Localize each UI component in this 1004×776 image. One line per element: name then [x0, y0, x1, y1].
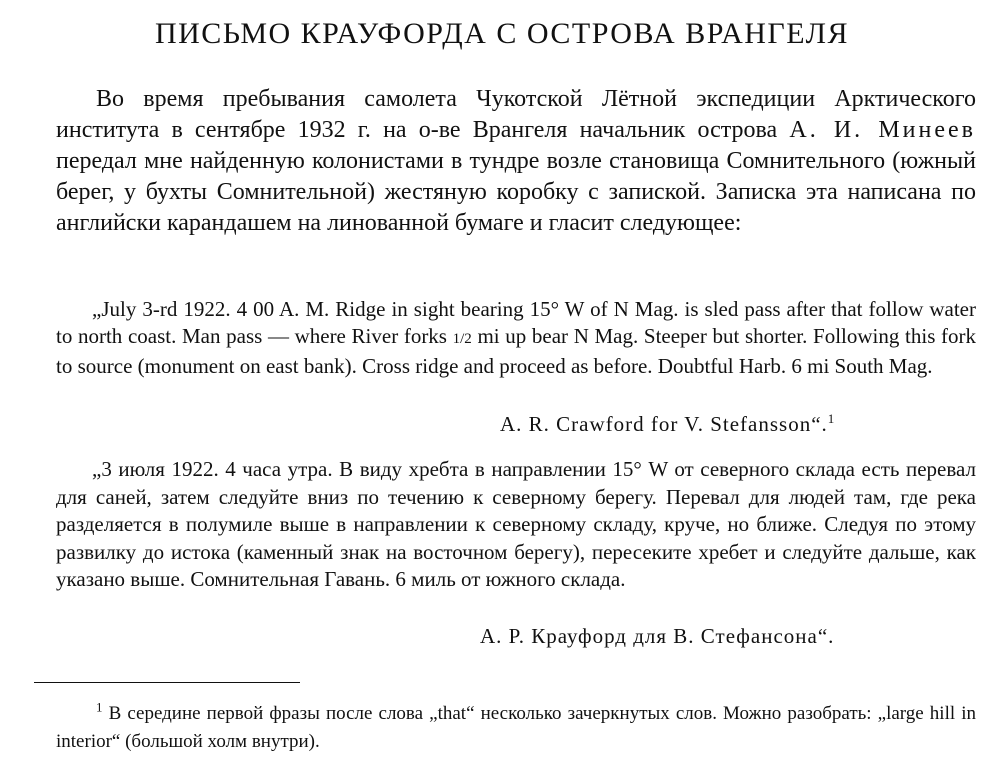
intro-paragraph — [56, 84, 976, 239]
footnote-marker: 1 — [96, 699, 103, 715]
footnote-divider — [34, 682, 300, 683]
english-note-quote — [56, 296, 976, 380]
intro-text-after-name: передал мне найденную колонистами в тундре возле становища Сомнительного (южный берег, у бухты Сомнительной) жестяную коробку с запиской. Записка эта написана по английски карандашем на линованной бумаге и гласит следующее: — [56, 148, 976, 236]
english-note-fraction: 1/2 — [452, 331, 472, 347]
english-signature-text: A. R. Crawford for V. Stefansson“. — [500, 412, 828, 436]
russian-translation-signature: А. Р. Крауфорд для В. Стефансона“. — [480, 624, 835, 648]
footnote-reference[interactable]: 1 — [827, 411, 836, 426]
russian-translation-quote — [56, 456, 976, 594]
english-note-part2: mi up bear N Mag. Steeper but shorter. Following this fork to source (monument on east bank). Cross ridge and proceed as before. Doubtful Harb. 6 mi South Mag. — [56, 324, 976, 378]
page-title: ПИСЬМО КРАУФОРДА С ОСТРОВА ВРАНГЕЛЯ — [154, 17, 850, 50]
intro-text-before-name: Во время пребывания самолета Чукотской Лётной экспедиции Арктического института в сентябре 1932 г. на о-ве Врангеля начальник острова — [56, 86, 976, 143]
footnote — [56, 700, 976, 756]
intro-name: А. И. Минеев — [789, 117, 977, 143]
english-note-part1: „July 3-rd 1922. 4 00 A. M. Ridge in sight bearing 15° W of N Mag. is sled pass after that follow water to north coast. Man pass — where River forks — [56, 297, 976, 348]
russian-translation-text: „3 июля 1922. 4 часа утра. В виду хребта в направлении 15° W от северного склада есть перевал для саней, затем следуйте вниз по течению к северному берегу. Перевал для людей там, где река разделяется в полумиле выше в направлении к северному складу, круче, но ближе. Следуя по этому развилку до истока (каменный знак на восточном берегу), пересеките хребет и следуйте дальше, как указано выше. Сомнительная Гавань. 6 миль от южного склада. — [56, 457, 976, 591]
english-note-signature — [500, 412, 835, 437]
footnote-text: В середине первой фразы после слова „that“ несколько зачеркнутых слов. Можно разобрать: „large hill in interior“ (большой холм внутри). — [56, 703, 976, 752]
